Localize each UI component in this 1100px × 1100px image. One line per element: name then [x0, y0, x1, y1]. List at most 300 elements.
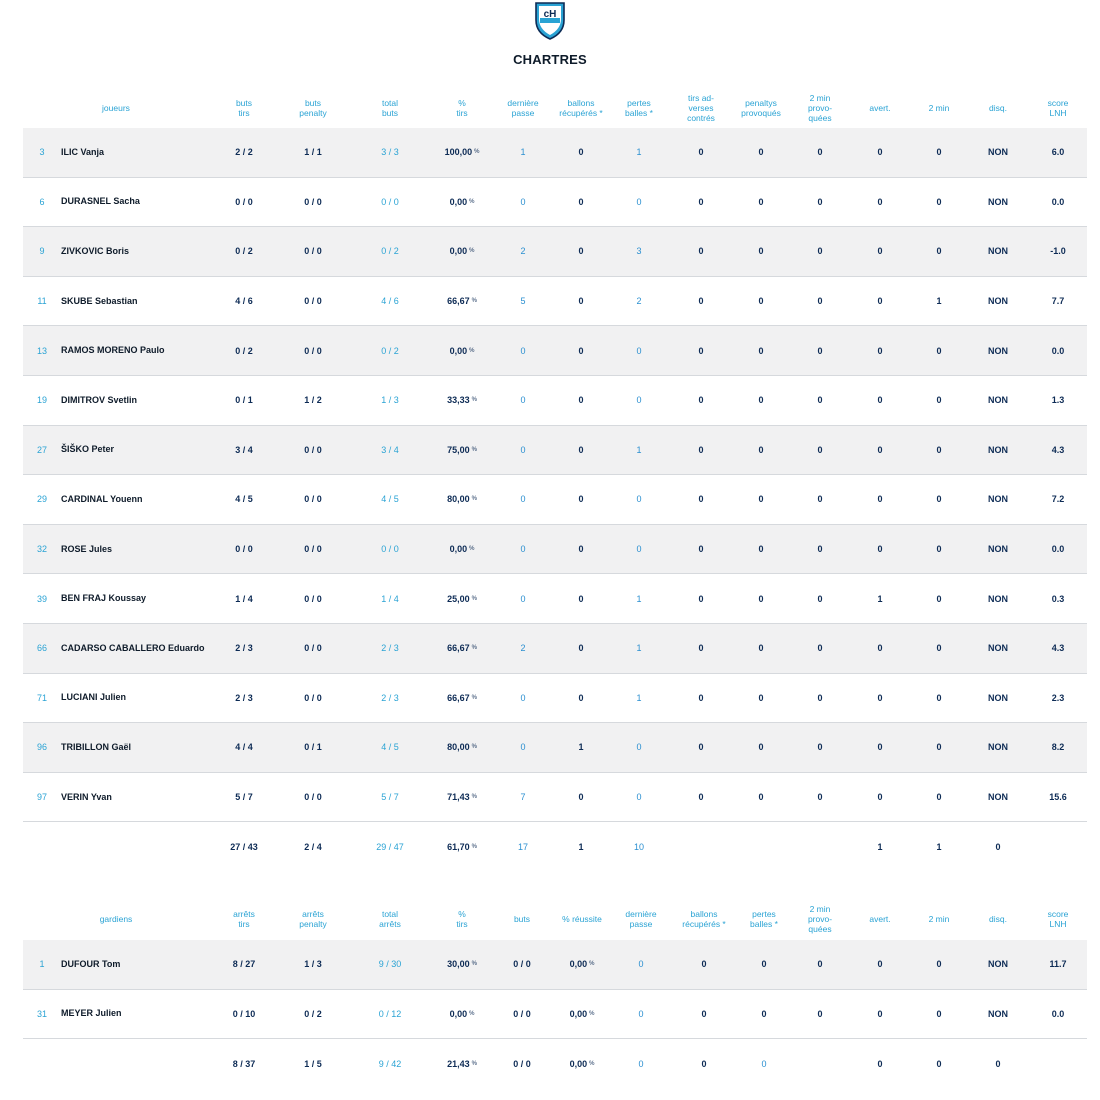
cell-value: MEYER Julien — [61, 1008, 122, 1019]
column-header-line: total — [381, 909, 399, 919]
column-header-line: tirs — [456, 108, 468, 118]
cell-value: DUFOUR Tom — [61, 958, 121, 969]
cell-score — [1033, 624, 1083, 673]
table-row[interactable] — [23, 326, 1087, 376]
cell-turnovers — [615, 773, 663, 822]
cell-min2 — [915, 940, 963, 989]
team-header — [0, 0, 1100, 70]
column-header-line: tirs ad- — [688, 93, 714, 103]
cell-goals-shots — [218, 624, 270, 673]
table-row[interactable] — [23, 475, 1087, 525]
cell-score — [1033, 376, 1083, 425]
cell-pct — [431, 227, 493, 276]
percent-sign: % — [471, 645, 477, 652]
cell-value: 11 — [37, 296, 47, 307]
column-header-line: penalty — [299, 108, 327, 118]
cell-value: 0 — [636, 742, 642, 753]
cell-blocked — [673, 723, 729, 772]
column-header-line: score — [1047, 909, 1069, 919]
cell-pct — [431, 277, 493, 326]
table-row[interactable] — [23, 574, 1087, 624]
cell-value: NON — [988, 544, 1008, 555]
cell-pct — [431, 426, 493, 475]
cell-value: 1 / 3 — [304, 959, 322, 970]
cell-value: 0 — [817, 147, 823, 158]
cell-value: 0 — [877, 147, 883, 158]
table-row[interactable] — [23, 940, 1087, 990]
column-header-line: arrêts — [379, 919, 401, 929]
cell-value: 71,43 — [447, 792, 470, 803]
cell-value: 10 — [633, 842, 644, 853]
cell-steals — [548, 376, 614, 425]
column-header-goals-shots[interactable] — [218, 88, 270, 128]
cell-name — [61, 178, 211, 227]
cell-warn — [857, 1039, 903, 1089]
cell-steals — [548, 227, 614, 276]
cell-value: 0 — [758, 296, 764, 307]
cell-value: 0 — [636, 395, 642, 406]
cell-assists — [500, 475, 546, 524]
cell-value: 32 — [36, 544, 47, 555]
cell-disq — [974, 227, 1022, 276]
cell-value: 0 / 0 — [304, 296, 322, 307]
cell-value: 0 — [817, 196, 823, 207]
cell-disq — [974, 674, 1022, 723]
cell-value: 3 — [39, 147, 45, 158]
cell-value: 19 — [36, 395, 47, 406]
column-header-pen-provoked[interactable] — [731, 88, 791, 128]
cell-blocked — [673, 376, 729, 425]
cell-value: NON — [988, 742, 1008, 753]
cell-value: SKUBE Sebastian — [61, 295, 138, 306]
table-row[interactable] — [23, 277, 1087, 327]
cell-value: 0 — [578, 246, 584, 257]
cell-goals-shots — [218, 674, 270, 723]
column-header-line: balles * — [750, 919, 778, 929]
cell-value: 0 / 0 — [304, 544, 322, 555]
cell-value: 0 — [520, 593, 526, 604]
cell-value: 0 — [936, 196, 942, 207]
cell-value: 1 — [636, 593, 642, 604]
cell-total — [361, 723, 419, 772]
cell-goals-shots — [218, 574, 270, 623]
cell-value: 0 — [817, 345, 823, 356]
cell-value: 0 — [761, 959, 767, 970]
cell-score — [1033, 475, 1083, 524]
column-header-turnovers[interactable] — [615, 88, 663, 128]
cell-min2-provoked — [795, 624, 845, 673]
cell-value: 0 / 2 — [235, 345, 253, 356]
cell-value: ROSE Jules — [61, 543, 113, 554]
cell-name — [61, 940, 211, 989]
cell-value: TRIBILLON Gaël — [61, 741, 132, 752]
table-row[interactable] — [23, 178, 1087, 228]
cell-saves-shots — [218, 940, 270, 989]
column-header-line: penalty — [299, 919, 327, 929]
players-header-row — [23, 88, 1087, 128]
cell-value: 11.7 — [1049, 959, 1067, 970]
cell-value: 0 — [758, 643, 764, 654]
cell-value: 0 — [817, 296, 823, 307]
cell-min2 — [915, 475, 963, 524]
cell-assists — [500, 822, 546, 872]
cell-turnovers — [615, 178, 663, 227]
cell-blocked — [673, 773, 729, 822]
cell-value: 1 / 3 — [381, 395, 399, 406]
column-header-saves-shots[interactable] — [218, 898, 270, 940]
cell-value: 0.0 — [1051, 1008, 1065, 1019]
cell-turnovers — [735, 940, 793, 989]
cell-value: 1 — [636, 147, 642, 158]
column-header-line: récupérés * — [682, 919, 726, 929]
cell-value: 5 / 7 — [381, 792, 399, 803]
cell-value: NON — [988, 1008, 1008, 1019]
column-header-min2-provoked[interactable] — [795, 898, 845, 940]
table-row[interactable] — [23, 128, 1087, 178]
column-header-total[interactable] — [361, 88, 419, 128]
column-header-warn[interactable] — [857, 88, 903, 128]
cell-name — [61, 674, 211, 723]
cell-value: 0 — [877, 742, 883, 753]
cell-value: 25,00 — [447, 593, 470, 604]
cell-total — [361, 990, 419, 1039]
column-header-line: ballons — [567, 98, 595, 108]
cell-value: 0 — [936, 147, 942, 158]
cell-value: -1.0 — [1050, 246, 1066, 257]
cell-value: 0 — [817, 593, 823, 604]
cell-steals — [548, 822, 614, 872]
cell-total — [361, 1039, 419, 1089]
column-header-line: % — [458, 909, 466, 919]
table-row[interactable] — [23, 723, 1087, 773]
cell-total — [361, 227, 419, 276]
column-header-line: LNH — [1049, 108, 1067, 118]
cell-min2 — [915, 773, 963, 822]
cell-name — [61, 624, 211, 673]
cell-pen-provoked — [731, 178, 791, 227]
cell-value: 7 — [520, 792, 526, 803]
table-row[interactable] — [23, 990, 1087, 1040]
percent-sign: % — [471, 744, 477, 751]
cell-pct — [431, 525, 493, 574]
cell-min2-provoked — [795, 525, 845, 574]
cell-pen-provoked — [731, 525, 791, 574]
cell-assists — [500, 574, 546, 623]
column-header-line: penaltys — [745, 98, 777, 108]
cell-value: 4 / 6 — [381, 296, 399, 307]
column-header-turnovers[interactable] — [735, 898, 793, 940]
column-header-line: tirs — [238, 919, 250, 929]
cell-value: 0 — [936, 692, 942, 703]
cell-value: 0 / 1 — [304, 742, 322, 753]
column-header-line: pertes — [627, 98, 651, 108]
column-header-line: joueurs — [102, 103, 130, 113]
cell-value: 1 — [877, 593, 883, 604]
cell-turnovers — [615, 426, 663, 475]
cell-value: 7.7 — [1051, 296, 1065, 307]
cell-pen-provoked — [731, 624, 791, 673]
cell-steals — [673, 1039, 735, 1089]
cell-name — [61, 128, 211, 177]
column-header-steals[interactable] — [673, 898, 735, 940]
column-header-pct[interactable] — [431, 88, 493, 128]
cell-disq — [974, 574, 1022, 623]
cell-min2 — [915, 1039, 963, 1089]
cell-goals-shots — [218, 525, 270, 574]
table-row[interactable] — [23, 426, 1087, 476]
cell-value: 0 — [698, 246, 704, 257]
cell-goals-shots — [218, 227, 270, 276]
column-header-min2[interactable] — [915, 88, 963, 128]
table-row[interactable] — [23, 376, 1087, 426]
cell-value: 0 — [638, 1058, 644, 1069]
cell-name — [61, 227, 211, 276]
cell-value: 0 / 0 — [235, 196, 253, 207]
cell-name — [61, 426, 211, 475]
cell-disq — [974, 178, 1022, 227]
cell-value: 0 — [936, 643, 942, 654]
cell-value: 3 / 3 — [381, 147, 399, 158]
cell-value: 5 — [520, 296, 526, 307]
column-header-pct[interactable] — [431, 898, 493, 940]
cell-penalty — [287, 277, 339, 326]
cell-turnovers — [615, 326, 663, 375]
cell-steals — [548, 674, 614, 723]
cell-warn — [857, 574, 903, 623]
cell-saves-shots — [218, 1039, 270, 1089]
cell-value: VERIN Yvan — [61, 791, 112, 802]
cell-value: 0 — [877, 444, 883, 455]
cell-value: 2.3 — [1051, 692, 1065, 703]
cell-blocked — [673, 128, 729, 177]
column-header-min2[interactable] — [915, 898, 963, 940]
cell-value: 0 — [758, 246, 764, 257]
column-header-blocked[interactable] — [673, 88, 729, 128]
cell-value: 0 — [877, 494, 883, 505]
cell-value: 0,00 — [569, 1008, 588, 1019]
cell-min2-provoked — [795, 723, 845, 772]
cell-goals-shots — [218, 822, 270, 872]
cell-num — [23, 624, 61, 673]
column-header-saves-pen[interactable] — [287, 898, 339, 940]
table-row[interactable] — [23, 773, 1087, 823]
cell-warn — [857, 326, 903, 375]
column-header-success[interactable] — [553, 898, 611, 940]
column-header-line: avert. — [869, 103, 891, 113]
goalkeepers-header-row — [23, 898, 1087, 940]
cell-success — [553, 990, 611, 1039]
cell-value: 1.3 — [1051, 395, 1065, 406]
cell-value: 3 — [636, 246, 642, 257]
cell-value: 15.6 — [1049, 792, 1067, 803]
column-header-goals[interactable] — [497, 898, 547, 940]
cell-assists — [500, 773, 546, 822]
cell-saves-shots — [218, 990, 270, 1039]
cell-blocked — [673, 475, 729, 524]
cell-pen-provoked — [731, 128, 791, 177]
cell-value: 0 — [936, 494, 942, 505]
column-header-line: total — [381, 98, 399, 108]
column-header-warn[interactable] — [857, 898, 903, 940]
column-header-line: dernière — [625, 909, 657, 919]
cell-num — [23, 227, 61, 276]
cell-num — [23, 426, 61, 475]
cell-num — [23, 674, 61, 723]
cell-value: 0 — [877, 792, 883, 803]
cell-goals-shots — [218, 376, 270, 425]
percent-sign: % — [471, 496, 477, 503]
cell-num — [23, 773, 61, 822]
percent-sign: % — [471, 961, 477, 968]
cell-steals — [548, 475, 614, 524]
cell-name — [61, 723, 211, 772]
cell-penalty — [287, 376, 339, 425]
column-header-steals[interactable] — [548, 88, 614, 128]
cell-steals — [673, 940, 735, 989]
cell-value: 0,00 — [449, 544, 468, 555]
cell-blocked — [673, 574, 729, 623]
column-header-line: LNH — [1049, 919, 1067, 929]
cell-assists — [500, 426, 546, 475]
cell-value: NON — [988, 296, 1008, 307]
cell-turnovers — [615, 277, 663, 326]
cell-min2-provoked — [795, 277, 845, 326]
cell-value: 0 — [817, 742, 823, 753]
cell-penalty — [287, 525, 339, 574]
cell-value: 100,00 — [444, 147, 473, 158]
cell-disq — [974, 277, 1022, 326]
cell-value: 0 — [877, 544, 883, 555]
column-header-line: récupérés * — [559, 108, 603, 118]
cell-value: 8 / 37 — [232, 1058, 256, 1069]
cell-value: 0 / 1 — [235, 395, 253, 406]
cell-value: 0 — [761, 1058, 767, 1069]
cell-value: 1 / 2 — [304, 395, 322, 406]
cell-value: 0 / 0 — [304, 196, 322, 207]
cell-value: NON — [988, 147, 1008, 158]
cell-value: DIMITROV Svetlin — [61, 394, 138, 405]
cell-value: 0 — [758, 196, 764, 207]
column-header-total[interactable] — [361, 898, 419, 940]
cell-value: 96 — [36, 742, 47, 753]
cell-value: 0 / 0 — [513, 959, 531, 970]
cell-assists — [500, 178, 546, 227]
cell-num — [23, 277, 61, 326]
cell-goals-shots — [218, 178, 270, 227]
column-header-name[interactable] — [61, 898, 171, 940]
cell-value: 0 — [936, 959, 942, 970]
cell-steals — [548, 277, 614, 326]
percent-sign: % — [469, 198, 475, 205]
column-header-assists[interactable] — [617, 898, 665, 940]
percent-sign: % — [471, 595, 477, 602]
column-header-min2-provoked[interactable] — [795, 88, 845, 128]
cell-value: 0 — [817, 959, 823, 970]
cell-value: 0 — [520, 196, 526, 207]
cell-goals-shots — [218, 723, 270, 772]
cell-value: 0 — [698, 395, 704, 406]
cell-num — [23, 940, 61, 989]
cell-blocked — [673, 674, 729, 723]
cell-value: 1 — [636, 444, 642, 455]
column-header-score[interactable] — [1033, 898, 1083, 940]
column-header-assists[interactable] — [500, 88, 546, 128]
cell-goals-shots — [218, 326, 270, 375]
cell-value: 0,00 — [449, 246, 468, 257]
cell-goals-shots — [218, 128, 270, 177]
cell-value: 66,67 — [447, 643, 470, 654]
cell-min2 — [915, 674, 963, 723]
table-row[interactable] — [23, 674, 1087, 724]
cell-score — [1033, 674, 1083, 723]
cell-value: NON — [988, 494, 1008, 505]
cell-score — [1033, 178, 1083, 227]
cell-score — [1033, 426, 1083, 475]
cell-value: 0 / 0 — [513, 1008, 531, 1019]
table-row[interactable] — [23, 525, 1087, 575]
cell-steals — [548, 723, 614, 772]
column-header-disq[interactable] — [974, 898, 1022, 940]
cell-value: 4.3 — [1051, 643, 1065, 654]
cell-pct — [431, 940, 493, 989]
column-header-disq[interactable] — [974, 88, 1022, 128]
cell-total — [361, 525, 419, 574]
percent-sign: % — [469, 347, 475, 354]
cell-value: 0 — [636, 544, 642, 555]
cell-value: NON — [988, 593, 1008, 604]
column-header-score[interactable] — [1033, 88, 1083, 128]
cell-penalty — [287, 574, 339, 623]
cell-assists — [500, 128, 546, 177]
table-row[interactable] — [23, 624, 1087, 674]
cell-value: 0 — [936, 544, 942, 555]
percent-sign: % — [471, 844, 477, 851]
cell-score — [1033, 525, 1083, 574]
column-header-line: 2 min — [928, 914, 950, 924]
column-header-penalty[interactable] — [287, 88, 339, 128]
cell-value: RAMOS MORENO Paulo — [61, 345, 165, 356]
table-row[interactable] — [23, 227, 1087, 277]
cell-value: 0 — [758, 692, 764, 703]
cell-value: 80,00 — [447, 494, 470, 505]
cell-value: 0 — [877, 643, 883, 654]
cell-value: 0 — [758, 742, 764, 753]
cell-pct — [431, 574, 493, 623]
cell-value: 0 — [877, 345, 883, 356]
cell-goals — [497, 1039, 547, 1089]
cell-value: 0 / 0 — [304, 444, 322, 455]
cell-value: 0 — [698, 345, 704, 356]
cell-value: 61,70 — [447, 842, 470, 853]
cell-total — [361, 574, 419, 623]
cell-value: 0 — [995, 1058, 1001, 1069]
cell-assists — [500, 674, 546, 723]
cell-value: 0 / 0 — [304, 246, 322, 257]
cell-disq — [974, 475, 1022, 524]
cell-value: NON — [988, 692, 1008, 703]
cell-value: 1 — [520, 147, 526, 158]
players-totals-row — [23, 822, 1087, 872]
cell-steals — [548, 525, 614, 574]
cell-pen-provoked — [731, 326, 791, 375]
column-header-line: passe — [629, 919, 653, 929]
cell-score — [1033, 227, 1083, 276]
cell-min2-provoked — [795, 326, 845, 375]
cell-warn — [857, 990, 903, 1039]
column-header-name[interactable] — [61, 88, 171, 128]
cell-assists — [500, 376, 546, 425]
cell-value: 1 / 4 — [235, 593, 253, 604]
